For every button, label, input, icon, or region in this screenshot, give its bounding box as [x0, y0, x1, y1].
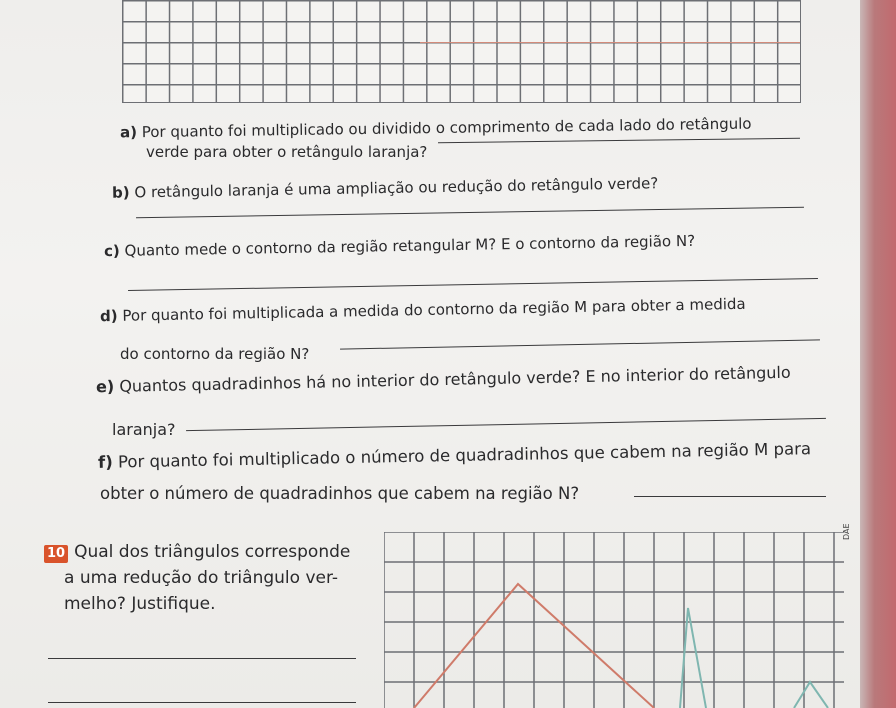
- question-b-letter: b): [111, 183, 130, 202]
- question-f-text1: Por quanto foi multiplicado o número de quadradinhos que cabem na região M para: [117, 439, 812, 472]
- answer-line-e[interactable]: [186, 418, 826, 431]
- answer-line-d[interactable]: [340, 339, 820, 349]
- question-b: [112, 173, 659, 203]
- question-a-text1: Por quanto foi multiplicado ou dividido o comprimento de cada lado do retângulo: [141, 114, 752, 142]
- orange-rectangle-edge: [420, 42, 800, 43]
- question-10-line3: melho? Justifique.: [64, 594, 216, 614]
- teal-triangle-small: [794, 682, 828, 708]
- question-f-line2: obter o número de quadradinhos que cabem na região N?: [100, 484, 580, 503]
- credit-label: DAE: [842, 523, 851, 540]
- question-b-text: O retângulo laranja é uma ampliação ou redução do retângulo verde?: [134, 174, 659, 202]
- answer-line-10b[interactable]: [48, 702, 356, 703]
- answer-line-c[interactable]: [128, 278, 818, 291]
- page-edge: [860, 0, 896, 708]
- question-d-text1: Por quanto foi multiplicada a medida do contorno da região M para obter a medida: [122, 294, 746, 325]
- question-a-line2: verde para obter o retângulo laranja?: [146, 143, 428, 161]
- question-10-text1: Qual dos triângulos corresponde: [74, 542, 351, 562]
- question-c-text: Quanto mede o contorno da região retangular M? E o contorno da região N?: [124, 231, 696, 260]
- question-f-letter: f): [97, 452, 113, 472]
- question-c: [104, 231, 695, 261]
- question-a-line1: [120, 114, 752, 143]
- question-d-line2: do contorno da região N?: [120, 345, 310, 363]
- question-e-line1: [96, 363, 791, 398]
- top-grid-figure: [122, 0, 801, 103]
- question-10-line2: a uma redução do triângulo ver-: [64, 568, 339, 588]
- question-10-line1: [44, 539, 364, 565]
- answer-line-a[interactable]: [438, 138, 800, 143]
- answer-line-b[interactable]: [136, 207, 804, 218]
- answer-line-f[interactable]: [634, 496, 826, 497]
- question-c-letter: c): [103, 241, 120, 261]
- question-10: [44, 539, 364, 617]
- question-10-number: 10: [44, 545, 68, 563]
- triangles-grid-figure: [384, 532, 856, 708]
- question-e-line2: laranja?: [112, 420, 176, 439]
- question-d-line1: [100, 294, 746, 326]
- question-d-letter: d): [99, 306, 118, 326]
- grid-lines: [384, 532, 844, 708]
- question-e-letter: e): [95, 376, 115, 397]
- question-a-letter: a): [119, 123, 138, 142]
- answer-line-10a[interactable]: [48, 658, 356, 659]
- question-f-line1: [98, 439, 811, 473]
- question-e-text1: Quantos quadradinhos há no interior do retângulo verde? E no interior do retângulo: [119, 362, 791, 396]
